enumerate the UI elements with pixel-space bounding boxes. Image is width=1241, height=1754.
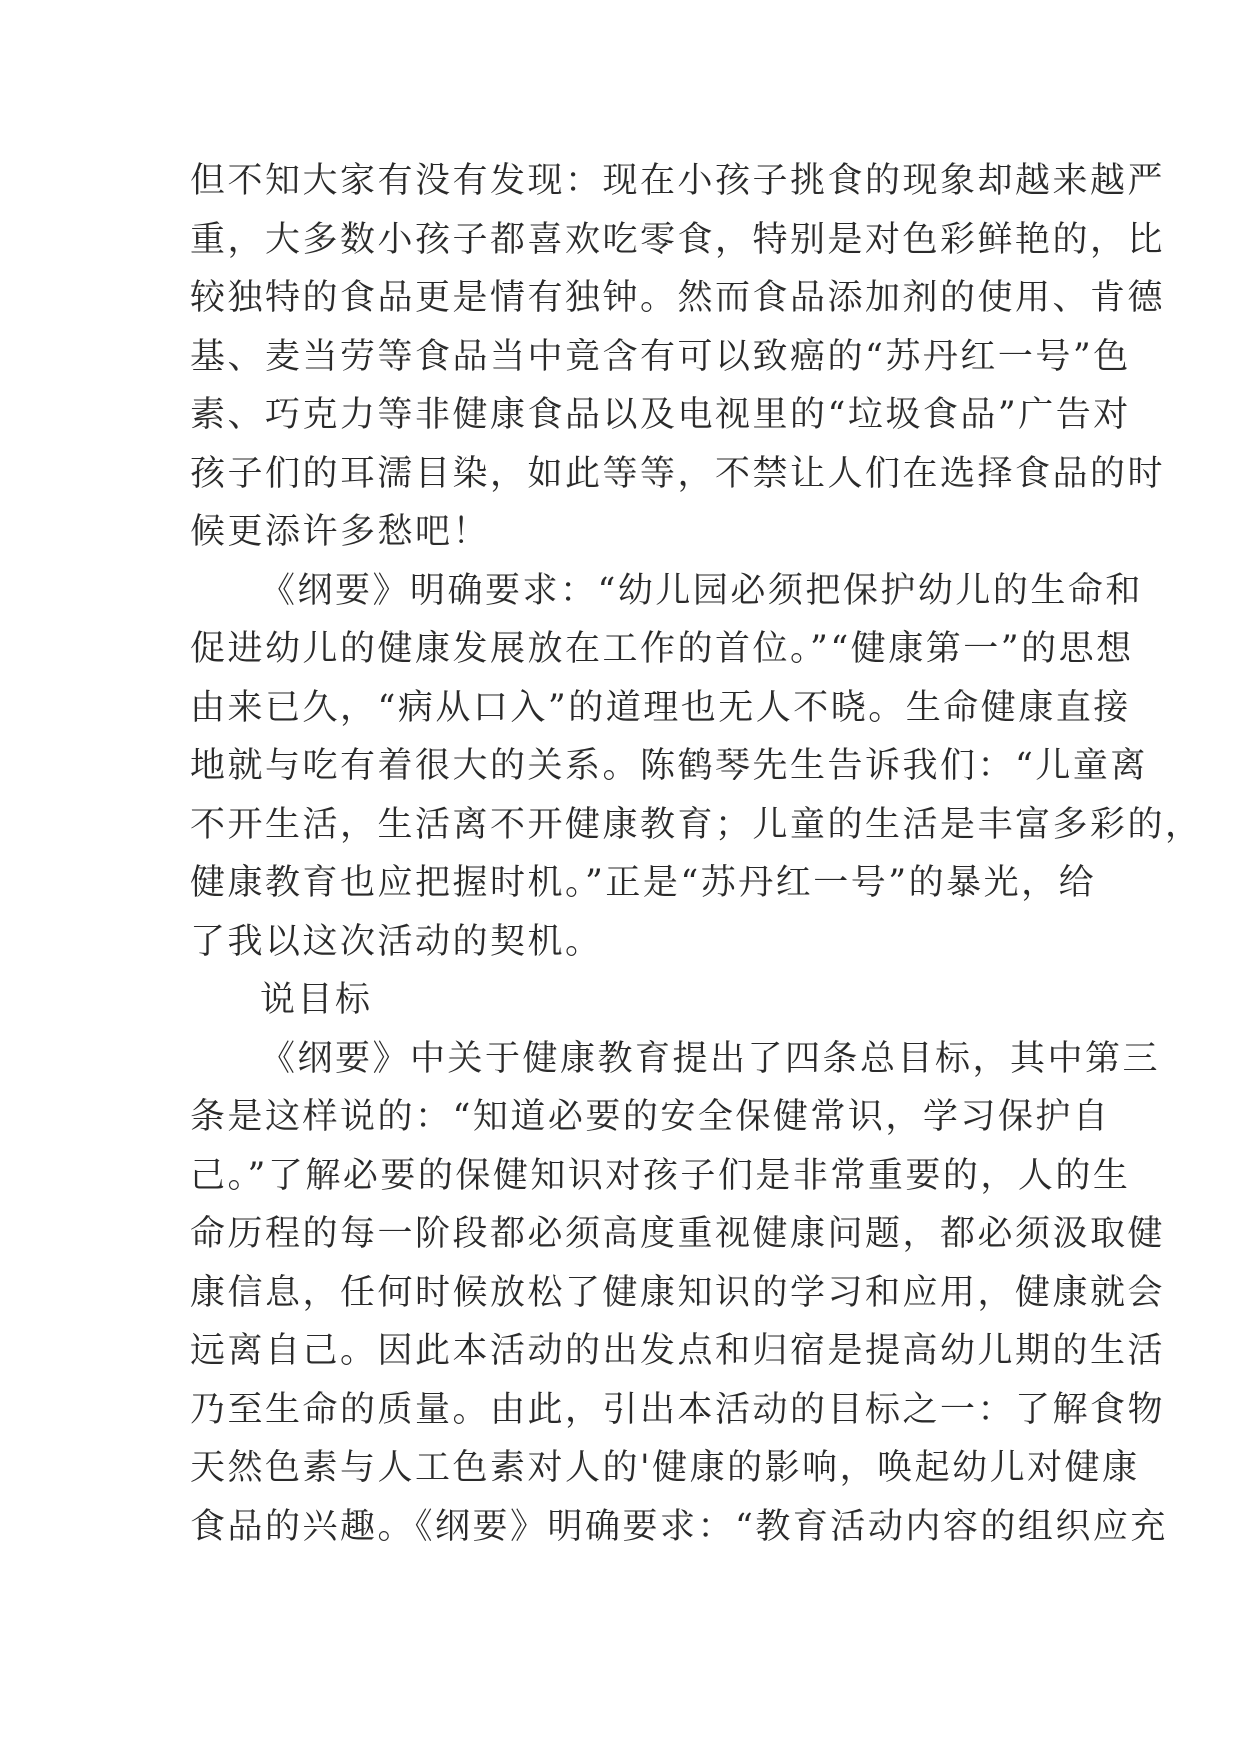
text-line: 候更添许多愁吧！ xyxy=(190,512,491,552)
text-line: 食品的兴趣。《纲要》明确要求：“教育活动内容的组织应充 xyxy=(190,1506,1168,1547)
text-line: 命历程的每一阶段都必须高度重视健康问题，都必须汲取健 xyxy=(190,1214,1166,1254)
text-line: 促进幼儿的健康发展放在工作的首位。”“健康第一”的思想 xyxy=(190,629,1134,669)
text-line: 天然色素与人工色素对人的'健康的影响，唤起幼儿对健康 xyxy=(190,1448,1140,1488)
text-line: 由来已久，“病从口入”的道理也无人不晓。生命健康直接 xyxy=(190,687,1131,728)
text-line: 不开生活，生活离不开健康教育；儿童的生活是丰富多彩的， xyxy=(190,804,1203,845)
text-line: 健康教育也应把握时机。”正是“苏丹红一号”的暴光，给 xyxy=(190,863,1097,903)
text-line: 康信息，任何时候放松了健康知识的学习和应用，健康就会 xyxy=(190,1272,1166,1313)
text-line: 《纲要》中关于健康教育提出了四条总目标，其中第三 xyxy=(260,1038,1161,1079)
text-line: 《纲要》明确要求：“幼儿园必须把保护幼儿的生命和 xyxy=(260,570,1143,611)
text-line: 素、巧克力等非健康食品以及电视里的“垃圾食品”广告对 xyxy=(190,395,1131,435)
text-line: 但不知大家有没有发现：现在小孩子挑食的现象却越来越严 xyxy=(190,161,1166,201)
text-line: 乃至生命的质量。由此，引出本活动的目标之一：了解食物 xyxy=(190,1389,1166,1430)
text-line: 较独特的食品更是情有独钟。然而食品添加剂的使用、肯德 xyxy=(190,278,1166,318)
text-line: 孩子们的耳濡目染，如此等等，不禁让人们在选择食品的时 xyxy=(190,453,1166,494)
text-line: 条是这样说的：“知道必要的安全保健常识，学习保护自 xyxy=(190,1097,1111,1137)
text-line: 远离自己。因此本活动的出发点和归宿是提高幼儿期的生活 xyxy=(190,1331,1166,1371)
text-line: 了我以这次活动的契机。 xyxy=(190,921,603,962)
body-text xyxy=(190,152,1203,1556)
text-line: 己。”了解必要的保健知识对孩子们是非常重要的，人的生 xyxy=(190,1155,1131,1196)
section-heading: 说目标 xyxy=(260,980,373,1020)
text-line: 地就与吃有着很大的关系。陈鹤琴先生告诉我们：“儿童离 xyxy=(190,746,1148,786)
text-line: 重，大多数小孩子都喜欢吃零食，特别是对色彩鲜艳的，比 xyxy=(190,219,1166,260)
text-line: 基、麦当劳等食品当中竟含有可以致癌的“苏丹红一号”色 xyxy=(190,336,1131,377)
